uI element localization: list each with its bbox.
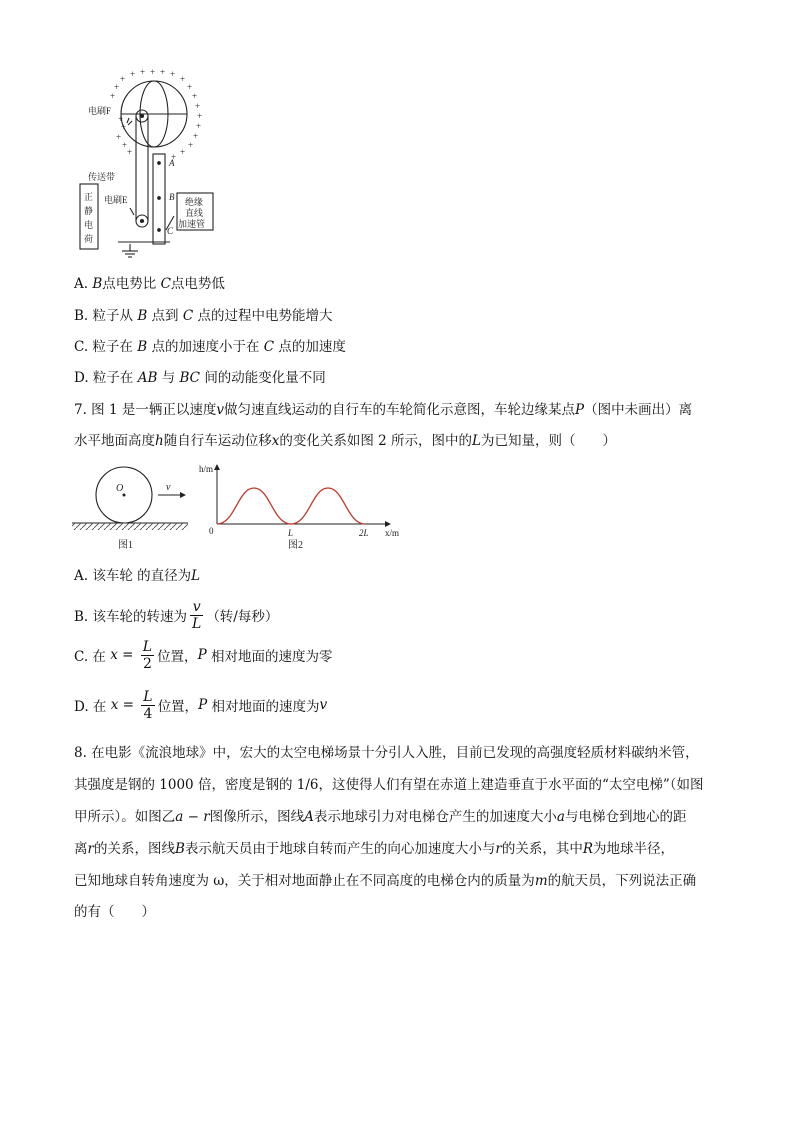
svg-text:+: + — [150, 68, 156, 77]
y-axis-label: h/m — [199, 464, 214, 474]
belt-label: 传送带 — [88, 172, 116, 182]
svg-text:+: + — [195, 101, 201, 111]
svg-text:+: + — [120, 74, 126, 84]
tube-label-line-3: 加速管 — [178, 219, 206, 229]
sphere — [121, 81, 187, 147]
fraction-l-over-2: $\frac{L}{2}$ — [142, 638, 153, 672]
point-b-label: B — [169, 192, 175, 202]
svg-text:+: + — [188, 140, 194, 150]
q7-option-d: D. 在 x = $\frac{L}{4}$ 位置， P 相对地面的速度为 v — [74, 688, 328, 722]
svg-text:+: + — [180, 74, 186, 84]
q8-stem-line-6: 的有（ ） — [74, 904, 155, 920]
svg-text:+: + — [116, 132, 122, 142]
accelerating-tube — [153, 154, 165, 244]
van-de-graaff-diagram — [74, 68, 224, 263]
q7-option-b: B. 该车轮的转速为 $\frac{v}{L}$ （转/每秒） — [74, 598, 279, 632]
svg-text:+: + — [193, 131, 199, 141]
point-a-label: A — [169, 158, 175, 168]
fraction-v-over-l: $\frac{v}{L}$ — [192, 598, 202, 632]
tick-2l-label: 2L — [359, 528, 369, 538]
svg-text:+: + — [121, 122, 127, 132]
graph-caption: 图2 — [288, 540, 303, 551]
svg-text:+: + — [197, 111, 203, 121]
svg-text:+: + — [170, 69, 176, 79]
q8-stem-line-1: 8. 在电影《流浪地球》中，宏大的太空电梯场景十分引人入胜，目前已发现的高强度轻质材料碳纳米管， — [74, 745, 699, 761]
tube-label-line-1: 绝缘 — [185, 197, 204, 207]
wheel-figure-caption: 图1 — [118, 540, 133, 551]
svg-text:+: + — [140, 68, 146, 77]
q7-stem-line-2: 水平地面高度h随自行车运动位移x的变化关系如图 2 所示，图中的L为已知量，则（ ） — [74, 433, 616, 449]
brush-e-label: 电刷E — [104, 195, 128, 205]
svg-text:+: + — [171, 152, 177, 162]
source-char-1: 正 — [84, 192, 94, 202]
brush-f-label: 电刷F — [88, 106, 112, 116]
wheel-figure — [70, 462, 190, 554]
wheel-center-label: O — [116, 483, 124, 494]
q8-stem-line-3: 甲所示）。如图乙a − r图像所示，图线A表示地球引力对电梯仓产生的加速度大小a与电梯仓到地心的距 — [74, 809, 687, 825]
svg-text:+: + — [118, 114, 124, 124]
y-axis-arrow — [214, 464, 220, 470]
q6-option-a: A. B点电势比 C点电势低 — [74, 276, 225, 292]
svg-text:+: + — [110, 91, 116, 101]
velocity-label: v — [166, 482, 171, 493]
tube-label-line-2: 直线 — [185, 208, 204, 218]
svg-text:+: + — [127, 147, 133, 157]
q7-option-a: A. 该车轮 的直径为L — [74, 568, 201, 584]
source-char-3: 电 — [84, 220, 94, 230]
origin-label: 0 — [209, 526, 214, 536]
tick-l-label: L — [288, 528, 294, 538]
point-c-label: C — [167, 226, 174, 236]
svg-text:+: + — [187, 82, 193, 92]
fraction-l-over-4: $\frac{L}{4}$ — [143, 688, 153, 722]
conveyor-belt — [127, 110, 148, 227]
source-char-2: 静 — [84, 206, 94, 216]
q8-stem-line-5: 已知地球自转角速度为 ω，关于相对地面静止在不同高度的电梯仓内的质量为m的航天员，下列说法正确 — [74, 873, 697, 889]
svg-text:+: + — [180, 147, 186, 157]
q8-stem-line-4: 离r的关系，图线B表示航天员由于地球自转而产生的向心加速度大小与r的关系，其中R为地球半径， — [74, 841, 675, 857]
ground-hatch — [72, 523, 188, 530]
q8-stem-line-2: 其强度是钢的 1000 倍，密度是钢的 1/6，这使得人们有望在赤道上建造垂直于水平面的“太空电梯”（如图 — [74, 777, 704, 793]
svg-text:+: + — [114, 82, 120, 92]
svg-text:+: + — [122, 140, 128, 150]
svg-text:+: + — [196, 121, 202, 131]
q7-option-c: C. 在 x = $\frac{L}{2}$ 位置， P 相对地面的速度为零 — [74, 638, 333, 672]
velocity-arrowhead — [180, 492, 186, 498]
height-curve — [217, 488, 365, 524]
svg-text:+: + — [160, 68, 166, 77]
charge-plus-signs — [110, 68, 202, 162]
svg-text:+: + — [130, 69, 136, 79]
svg-text:+: + — [192, 91, 198, 101]
source-char-4: 荷 — [84, 234, 94, 244]
q6-option-d: D. 粒子在 AB 与 BC 间的动能变化量不同 — [74, 370, 326, 386]
ground-symbol — [118, 216, 174, 257]
height-displacement-graph — [195, 462, 410, 554]
q6-option-b: B. 粒子从 B 点到 C 点的过程中电势能增大 — [74, 308, 333, 324]
x-axis-label: x/m — [385, 528, 400, 538]
q6-option-c: C. 粒子在 B 点的加速度小于在 C 点的加速度 — [74, 339, 346, 355]
q7-stem-line-1: 7. 图 1 是一辆正以速度v做匀速直线运动的自行车的车轮简化示意图，车轮边缘某点P（图中未画出）离 — [74, 402, 693, 418]
x-axis-arrow — [385, 521, 391, 527]
